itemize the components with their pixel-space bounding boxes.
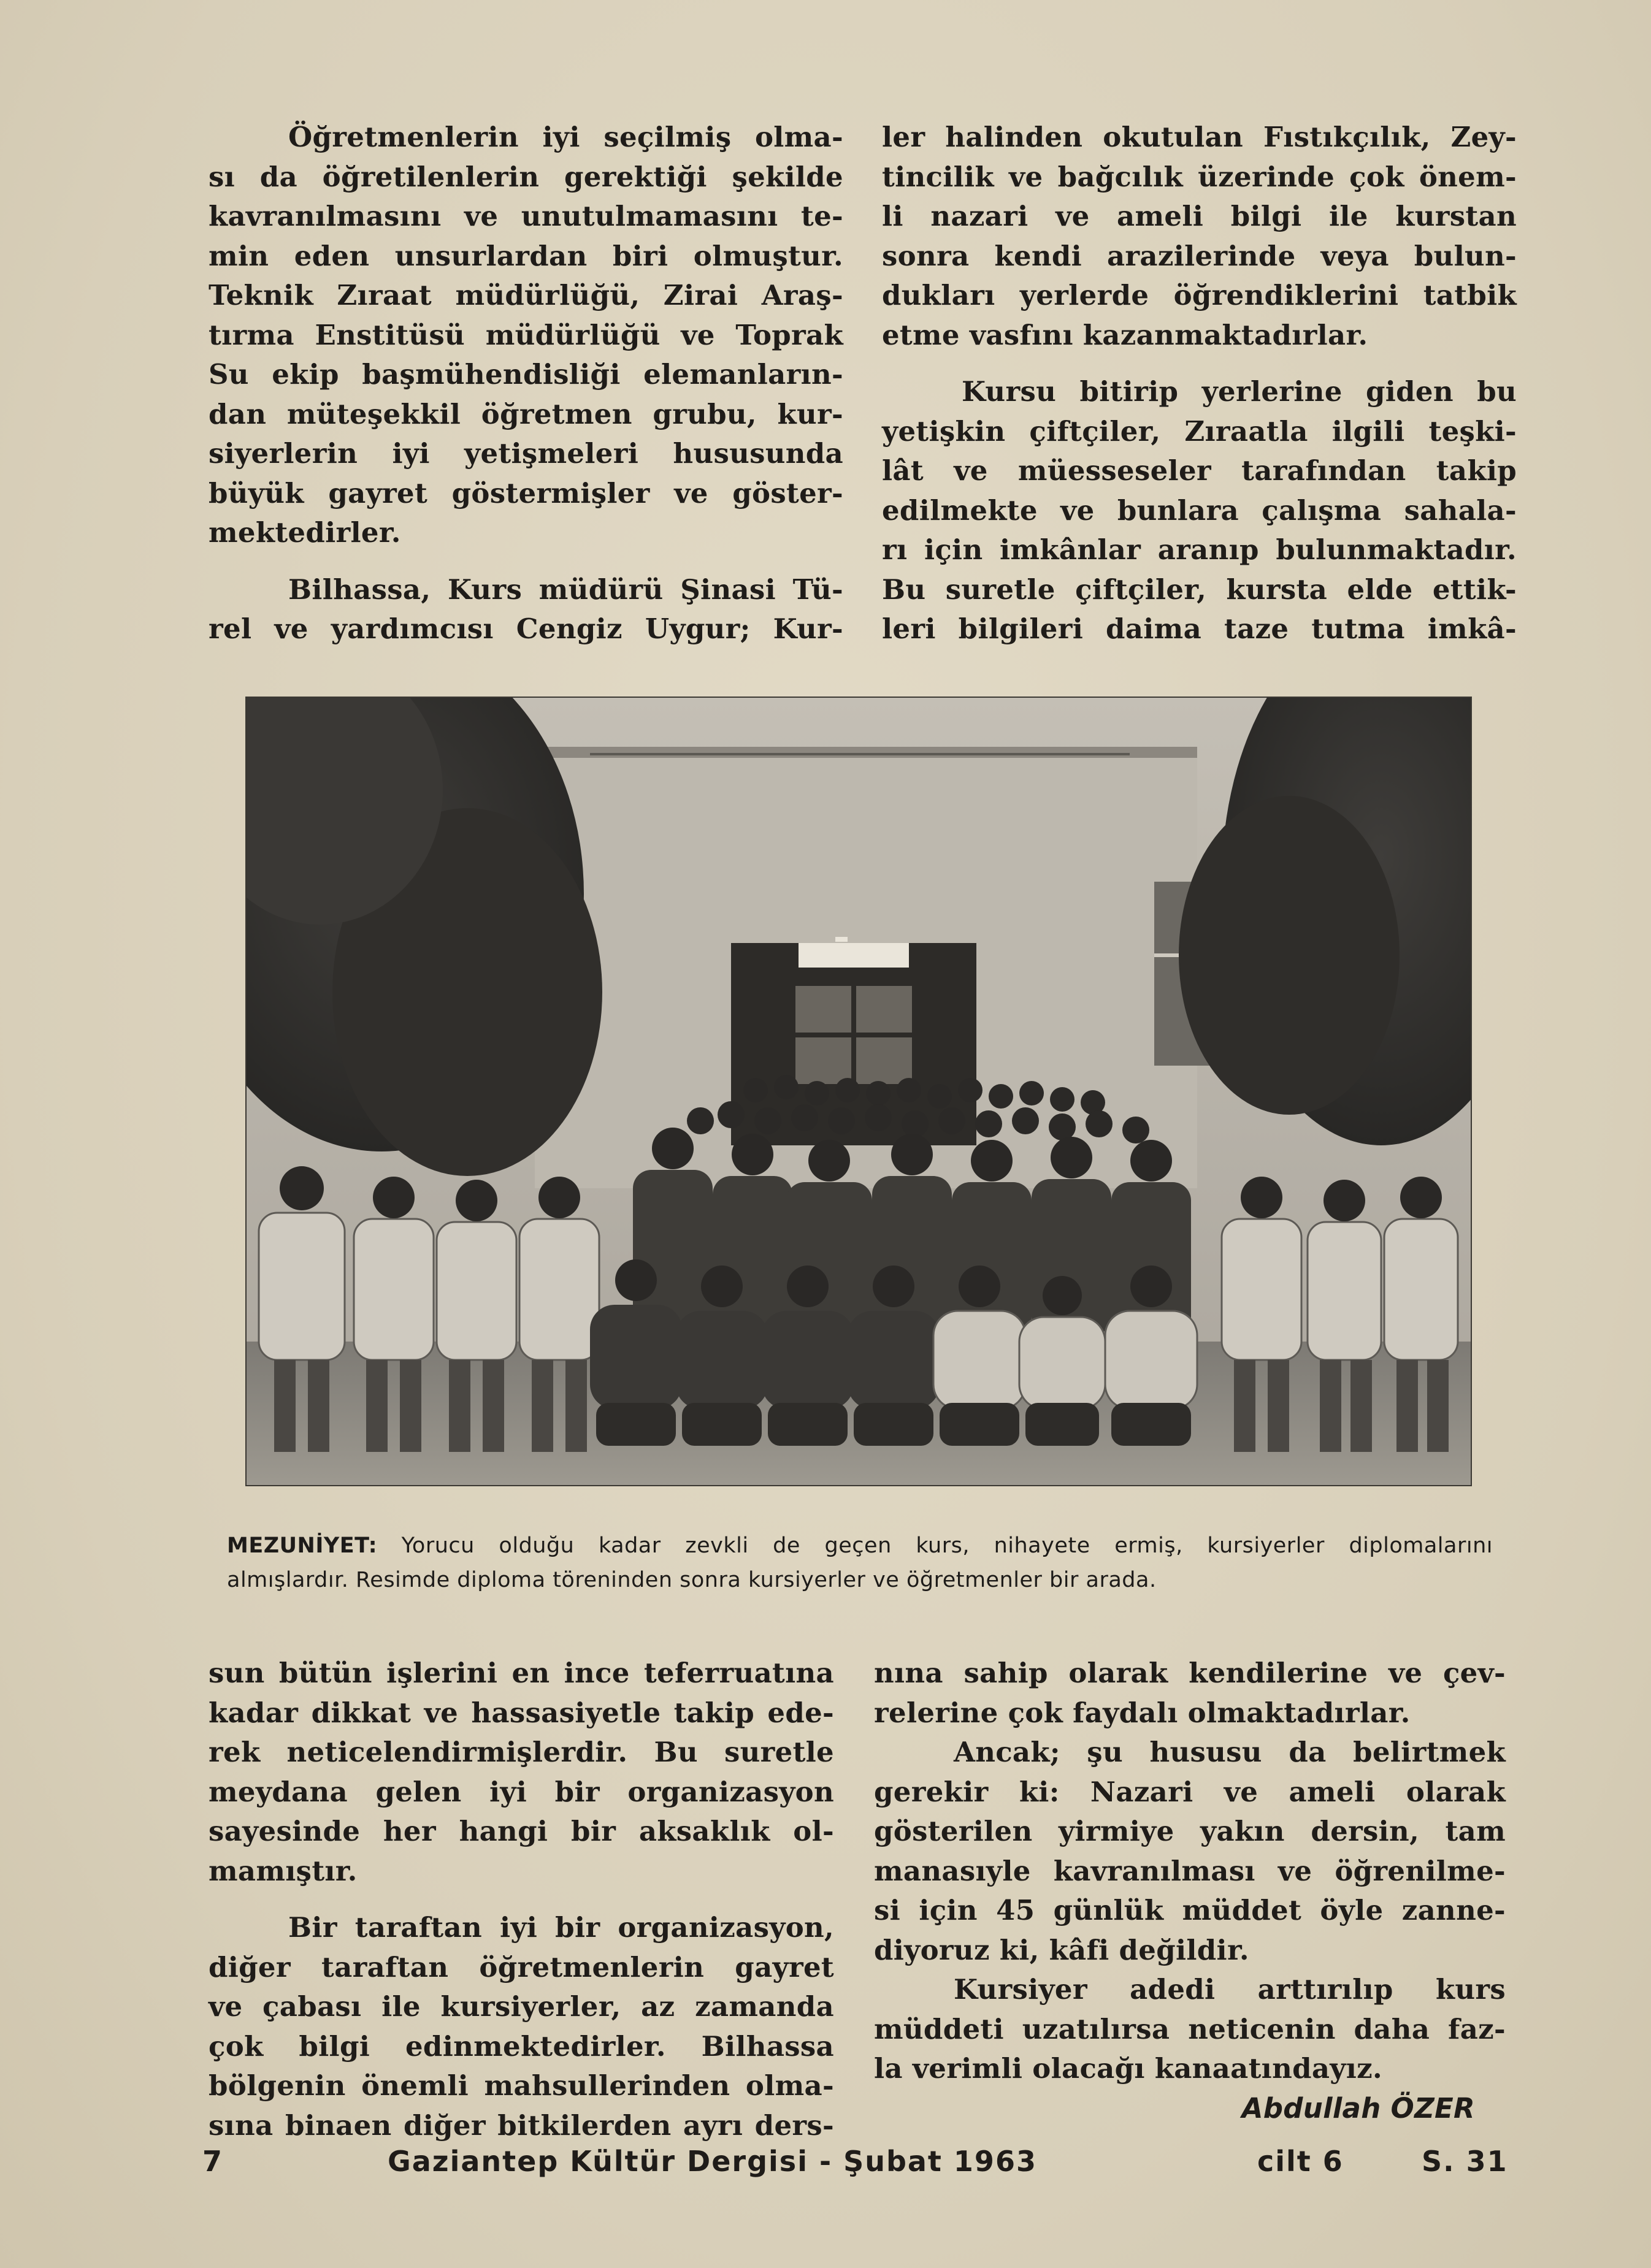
text-line: Teknik Zıraat müdürlüğü, Zirai Araş- <box>209 279 843 311</box>
bottom-left-column <box>209 1654 834 2145</box>
text-line: dan müteşekkil öğretmen grubu, kur- <box>209 397 843 430</box>
text-line: edilmekte ve bunlara çalışma sahala- <box>882 494 1517 527</box>
volume-label: cilt 6 <box>1257 2145 1344 2178</box>
text-line: Bilhassa, Kurs müdürü Şinasi Tü- <box>288 573 843 606</box>
text-line: büyük gayret göstermişler ve göster- <box>209 476 843 510</box>
text-line: ler halinden okutulan Fıstıkçılık, Zey- <box>882 121 1517 153</box>
text-line: dukları yerlerde öğrendiklerini tatbik <box>882 279 1517 311</box>
text-line: min eden unsurlardan biri olmuştur. <box>209 239 843 272</box>
text-line: etme vasfını kazanmaktadırlar. <box>882 318 1368 351</box>
text-line: nına sahip olarak kendilerine ve çev- <box>874 1657 1506 1689</box>
text-line: rel ve yardımcısı Cengiz Uygur; Kur- <box>209 613 843 645</box>
text-line: mektedirler. <box>209 516 401 549</box>
page-number: 7 <box>202 2145 224 2178</box>
text-line: leri bilgileri daima taze tutma imkâ- <box>882 613 1517 645</box>
journal-title: Gaziantep Kültür Dergisi - Şubat 1963 <box>388 2145 1037 2178</box>
text-line: tırma Enstitüsü müdürlüğü ve Toprak <box>209 318 843 351</box>
text-line: sonra kendi arazilerinde veya bulun- <box>882 239 1517 272</box>
issue-label: S. 31 <box>1422 2145 1508 2178</box>
text-line: si için 45 günlük müddet öyle zanne- <box>874 1894 1506 1926</box>
top-left-column <box>209 118 843 649</box>
text-line: Su ekip başmühendisliği elemanların- <box>209 358 843 391</box>
text-line: ve çabası ile kursiyerler, az zamanda <box>209 1990 834 2023</box>
text-line: gösterilen yirmiye yakın dersin, tam <box>874 1815 1506 1847</box>
group-photo <box>247 698 1471 1485</box>
text-line: meydana gelen iyi bir organizasyon <box>209 1775 834 1808</box>
text-line: rı için imkânlar aranıp bulunmaktadır. <box>882 533 1517 566</box>
text-line: Bir taraftan iyi bir organizasyon, <box>288 1911 834 1944</box>
text-line: kadar dikkat ve hassasiyetle takip ede- <box>209 1696 834 1729</box>
text-line: la verimli olacağı kanaatındayız. <box>874 2052 1382 2085</box>
text-line: sun bütün işlerini en ince teferruatına <box>209 1657 834 1689</box>
text-line: yetişkin çiftçiler, Zıraatla ilgili teşki- <box>882 414 1517 448</box>
text-line: bölgenin önemli mahsullerinden olma- <box>209 2069 834 2102</box>
text-line: diyoruz ki, kâfi değildir. <box>874 1933 1249 1966</box>
text-line: rek neticelendirmişlerdir. Bu suretle <box>209 1736 834 1768</box>
text-line: kavranılmasını ve unutulmamasını te- <box>209 200 843 232</box>
text-line: müddeti uzatılırsa neticenin daha faz- <box>874 2012 1506 2045</box>
text-line: sayesinde her hangi bir aksaklık ol- <box>209 1815 834 1847</box>
text-line: mamıştır. <box>209 1854 358 1887</box>
text-line: sına binaen diğer bitkilerden ayrı ders- <box>209 2109 834 2142</box>
text-line: Kursu bitirip yerlerine giden bu <box>962 375 1517 408</box>
text-line: lât ve müesseseler tarafından takip <box>882 454 1517 487</box>
top-right-column <box>882 118 1517 649</box>
group-photo-illustration <box>247 698 1471 1485</box>
text-line: Kursiyer adedi arttırılıp kurs <box>954 1973 1506 2006</box>
text-line: gerekir ki: Nazari ve ameli olarak <box>874 1775 1506 1808</box>
text-line: relerine çok faydalı olmaktadırlar. <box>874 1696 1411 1729</box>
text-line: çok bilgi edinmektedirler. Bilhassa <box>209 2029 834 2063</box>
caption-title: MEZUNİYET: <box>227 1533 378 1558</box>
caption-text: almışlardır. Resimde diploma töreninden sonra kursiyerler ve öğretmenler bir arada. <box>227 1568 1157 1592</box>
author-signature: Abdullah ÖZER <box>1241 2091 1475 2125</box>
text-line: li nazari ve ameli bilgi ile kurstan <box>882 200 1517 232</box>
text-line: tincilik ve bağcılık üzerinde çok önem- <box>882 160 1517 193</box>
text-line: manasıyle kavranılması ve öğrenilme- <box>874 1854 1506 1887</box>
text-line: diğer taraftan öğretmenlerin gayret <box>209 1950 834 1984</box>
text-line: Öğretmenlerin iyi seçilmiş olma- <box>288 121 843 153</box>
text-line: sı da öğretilenlerin gerektiği şekilde <box>209 160 843 193</box>
photo-caption <box>227 1529 1493 1597</box>
text-line: Ancak; şu hususu da belirtmek <box>954 1736 1506 1768</box>
caption-text: Yorucu olduğu kadar zevkli de geçen kurs, nihayete ermiş, kursiyerler diplomalarını <box>377 1533 1493 1558</box>
bottom-right-column <box>874 1654 1506 2128</box>
text-line: Bu suretle çiftçiler, kursta elde ettik- <box>882 573 1517 606</box>
text-line: siyerlerin iyi yetişmeleri hususunda <box>209 437 843 470</box>
